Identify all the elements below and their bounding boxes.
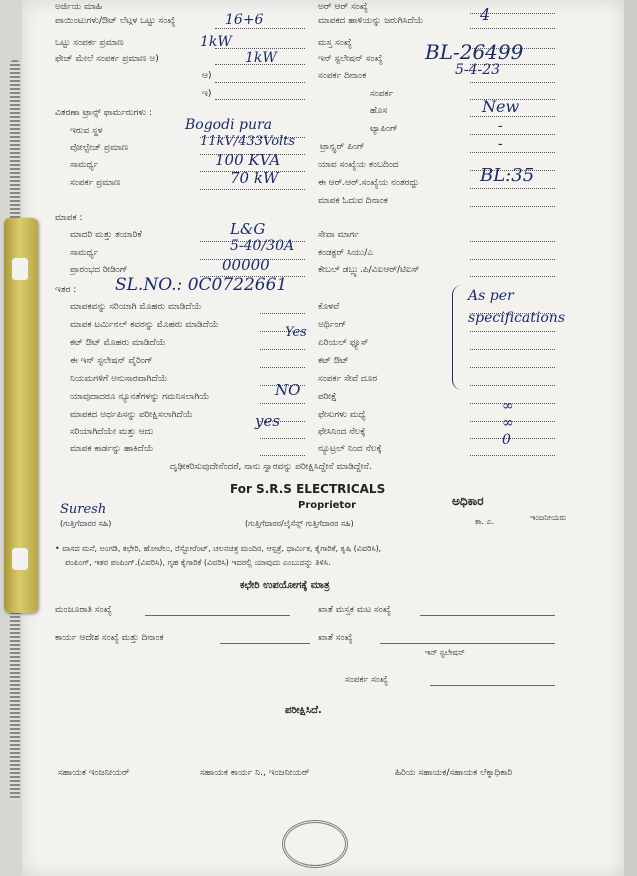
clip-hole xyxy=(12,258,28,280)
hw-remark: As per specifications xyxy=(468,288,566,326)
label-meter-sheet: ಮಾಪಕದ ಹಾಳಿಯನ್ನು ಜರುಗಿಸಿದೆಯೆ xyxy=(318,16,424,26)
file-clip xyxy=(4,218,38,613)
label-service-line: ಸೇವಾ ಮಾರ್ಗ xyxy=(318,230,359,240)
check-label: ಕಟ್ ಔಟ್ ಮೊಹರು ಮಾಡಿದೆಯೆ xyxy=(70,338,166,348)
fill-line xyxy=(470,276,555,277)
label-voltage: ವೋಲ್ಟೇಜ್ ಪ್ರಮಾಣ xyxy=(70,143,129,153)
label-connection: ಸಂಪರ್ಕ xyxy=(370,89,394,99)
label-other: ಇತರ : xyxy=(55,285,77,295)
label-work-order: ಕಾರ್ಯ ಆದೇಶ ಸಂಖ್ಯೆ ಮತ್ತು ದಿನಾಂಕ xyxy=(55,633,164,643)
check-label: ಮಾಪಕದ ಅರ್ಥಪಿಸನ್ನು ಪರೀಕ್ಷಿಸಲಾಗಿದೆಯೆ xyxy=(70,410,193,420)
fill-line xyxy=(470,28,555,29)
examined-label: ಪರೀಕ್ಷಿಸಿದೆ. xyxy=(285,705,322,716)
fill-line xyxy=(470,385,555,386)
page-edge-right xyxy=(624,0,637,876)
hw-yes-1: Yes xyxy=(285,325,307,340)
fill-line xyxy=(260,438,305,439)
hw-no: NO xyxy=(275,381,301,399)
hw-yes-2: yes xyxy=(255,412,281,430)
label-initial-reading: ಪ್ರಾರಂಭದ ರೀಡಿಂಗ್ xyxy=(70,265,128,275)
check-right-label: ಅರ್ಥಿಂಗ್ xyxy=(318,320,347,330)
fill-line xyxy=(215,99,305,100)
fill-line xyxy=(380,643,555,644)
label-phase-b: ಆ) xyxy=(202,71,212,81)
fill-line xyxy=(260,455,305,456)
label-meter-capacity: ಸಾಮರ್ಥ್ಯ xyxy=(70,248,99,258)
hw-transfer: - xyxy=(498,136,503,152)
label-ledger-page: ಖಾತೆ ಮಸ್ತಕ ಮಟ ಸಂಖ್ಯೆ xyxy=(318,605,391,615)
check-label: ಯಾವುದಾದರೂ ನ್ಯೂನತೆಗಳನ್ನು ಗಮನಿಸಲಾಗಿಯೆ xyxy=(70,392,210,402)
footer-assistant-exec-engineer: ಸಹಾಯಕ ಕಾರ್ಯ ನಿ., ಇಂಜನೀಯರ್ xyxy=(200,768,310,778)
premises-note: • ವಾಸದ ಮನೆ, ಅಂಗಡಿ, ಕಛೇರಿ, ಹೋಟೆಲು, ರೆಸ್ಟೋರೆಂಟ್, ಚಲನಚಿತ್ರ ಮಂದಿರ, ಆಸ್ಪತ್ರೆ, ಧಾರ್ಮಿಕ, ಕೈಗಾರಿಕೆ, ಕೃಷಿ (ವಿವರಿಸಿ), xyxy=(55,544,382,553)
officer-signature-label: ಅಧಿಕಾರ xyxy=(452,494,484,508)
check-right-label: ಸಂಪರ್ಕ ಸೇವೆ ದೂರ xyxy=(318,374,378,384)
office-use-heading: ಕಛೇರಿ ಉಪಯೋಗಕ್ಕೆ ಮಾತ್ರ xyxy=(240,580,330,591)
stamp-company: For S.R.S ELECTRICALS xyxy=(230,482,386,496)
fill-line xyxy=(470,367,555,368)
label-phase-a: ಫೇಜ್ ಮೇಲೆ ಸಂಪರ್ಕ ಪ್ರಮಾಣ ಅ) xyxy=(55,54,159,64)
officer-signature-sub2: ಕಾ. ಎ. xyxy=(475,517,495,526)
check-right-label: ಏರಿಯಲ್ ಫ್ಯೂಸ್ xyxy=(318,338,369,348)
fill-line xyxy=(200,189,305,190)
check-label: ಮಾಪಕ ಕಾರ್ಡನ್ನು ಹಾಕಿದೆಯೆ xyxy=(70,444,154,454)
officer-signature-sub: ಇಂಜನೀಯರು xyxy=(530,513,567,522)
label-reading-date: ಮಾಪಕ ಓದುವ ದಿನಾಂಕ xyxy=(318,196,388,206)
hw-bracket xyxy=(452,285,465,390)
hw-neutral-earth: 0 xyxy=(502,432,511,448)
label-make: ಮಾದರಿ ಮತ್ತು ತಯಾರಿಕೆ xyxy=(70,230,142,240)
label-load: ಸಂಪರ್ಕ ಪ್ರಮಾಣ xyxy=(70,178,121,188)
fill-line xyxy=(470,455,555,456)
fill-line xyxy=(420,615,555,616)
label-tapping: ಟ್ಯಾಪಿಂಗ್ xyxy=(370,124,398,134)
hw-make: L&G xyxy=(230,220,266,238)
hw-conn-date: 5-4-23 xyxy=(455,62,501,78)
clip-hole xyxy=(12,548,28,570)
fill-line xyxy=(430,685,555,686)
check-label: ಸರಿಯಾಗಿದೆಯೇ ಮತ್ತು ಆದು xyxy=(70,427,154,437)
label-after-rr: ಈ ಆರ್.ಆರ್.ಸಂಖ್ಯೆಯ ನಂತರದ್ದು xyxy=(318,178,420,188)
label-installation-no: ಇನ್ ಸ್ಟಲೇಷನ್ ಸಂಖ್ಯೆ xyxy=(318,54,383,64)
fill-line xyxy=(220,643,310,644)
label-new: ಹೊಸ xyxy=(370,106,388,116)
check-label: ಮಾಪಕವನ್ನು ಸರಿಯಾಗಿ ಮೊಹರು ಮಾಡಿದೆಯೆ xyxy=(70,302,202,312)
owner-signature-label: (ಗುತ್ತಿಗೆದಾರರ ಸಹಿ) xyxy=(60,519,112,528)
fill-line xyxy=(470,188,555,189)
label-pole-no: ಯಾವ ಸಂಖ್ಯೆಯ ಕಂಬದಿಂದ xyxy=(318,160,399,170)
hw-phase-a: 1kW xyxy=(245,50,277,66)
fill-line xyxy=(470,259,555,260)
label-points: ಪಾಯಿಂಟುಗಳು/ಔಟ್ ಲೆಟ್ಗಳ ಒಟ್ಟು ಸಂಖ್ಯೆ xyxy=(55,16,176,26)
fill-line xyxy=(215,28,305,29)
hw-capacity: 100 KVA xyxy=(215,151,281,169)
fill-line xyxy=(145,615,290,616)
hw-voltage: 11kV/433Volts xyxy=(200,134,296,149)
hw-owner-sign: Suresh xyxy=(60,502,107,517)
fill-line xyxy=(470,152,555,153)
hw-installation: BL-26499 xyxy=(425,40,524,64)
label-total-load: ಒಟ್ಟು ಸಂಪರ್ಕ ಪ್ರಮಾಣ xyxy=(55,38,124,48)
office-seal xyxy=(282,820,348,868)
label-account-no: ಖಾತೆ ಸಂಖ್ಯೆ xyxy=(318,633,353,643)
hw-rr-no: 4 xyxy=(480,5,491,24)
fill-line xyxy=(470,116,555,117)
fill-line xyxy=(260,313,305,314)
label-cable: ಕೇಬಲ್ ಡಬ್ಲ್ಯು.ಪಿ/ವಿಐಆರ್/ಟಿಐಸ್ xyxy=(318,265,420,275)
hw-load: 70 kW xyxy=(230,169,279,187)
fill-line xyxy=(260,349,305,350)
check-right-label: ನ್ಯೂಟ್ರಲ್ ನಿಂದ ನೆಲಕ್ಕೆ xyxy=(318,444,382,454)
check-right-label: ಕೊಳವೆ xyxy=(318,302,340,312)
footer-accounts-officer: ಹಿರಿಯ ಸಹಾಯಕ/ಸಹಾಯಕ ಲೆಕ್ಕಾಧಿಕಾರಿ xyxy=(395,768,513,778)
check-label: ನಿಯಮಗಳಿಗೆ ಅನುಸಾರವಾಗಿದೆಯೆ xyxy=(70,374,168,384)
label-connection-no: ಸಂಪರ್ಕ ಸಂಖ್ಯೆ xyxy=(345,675,389,685)
certification-text: ದೃಢೀಕರಿಸುವುದೇನೆಂದರೆ, ನಾನು ಸ್ವಾರವನ್ನು ಪರೀಕ್ಷಿಸಿದ್ದೇನೆ ಮಾಡಿದ್ದೇನೆ. xyxy=(170,462,372,472)
hw-initial-reading: 00000 xyxy=(222,256,270,274)
hw-tapping: - xyxy=(498,118,503,134)
hw-phase-phase: ∞ xyxy=(502,398,514,414)
label-capacity: ಸಾಮರ್ಥ್ಯ xyxy=(70,160,99,170)
label-sanction-no: ಮಂಜೂರಾತಿ ಸಂಖ್ಯೆ xyxy=(55,605,112,615)
premises-note-2: ಪಂಪಿಂಗ್, ಇತರ ಪಂಪಿಂಗ್.(ವಿವರಿಸಿ), ಗೃಹ ಕೈಗಾರಿಕೆ (ವಿವರಿಸಿ) ಇದರಲ್ಲಿ ಯಾವುದು ಎಂಬುದನ್ನು ತಿಳಿಸಿ. xyxy=(65,558,331,567)
fill-line xyxy=(470,241,555,242)
label-installation: ಇನ್ ಸ್ಟಲೇಷನ್ xyxy=(425,648,465,657)
label-phase-c: ಇ) xyxy=(202,89,212,99)
check-label: ಮಾಪಕ ಟರ್ಮಿನಲ್ ಕವರನ್ನು ಮೊಹರು ಮಾಡಿದೆಯೆ xyxy=(70,320,219,330)
label-meter: ಮಾಪಕ : xyxy=(55,213,83,223)
stamp-role: Proprietor xyxy=(298,500,357,511)
check-right-label: ಪರೀಕ್ಷೆ xyxy=(318,392,337,402)
label-distribution: ವಿತರಣಾ ಟ್ರಾನ್ಸ್ ಫಾರ್ಮರುಗಳು : xyxy=(55,108,152,118)
hw-meter-cap: 5-40/30A xyxy=(230,238,295,254)
fill-line xyxy=(470,438,555,439)
contractor-signature-label: (ಗುತ್ತಿಗೆದಾರರ/ಲೈಸೆನ್ಸ್ ಗುತ್ತಿಗೆದಾರರ ಸಹಿ) xyxy=(245,519,354,528)
fill-line xyxy=(470,349,555,350)
label-connection-date: ಸಂಪರ್ಕ ದಿನಾಂಕ xyxy=(318,71,367,81)
fill-line xyxy=(470,134,555,135)
hw-after-rr: BL:35 xyxy=(480,165,535,186)
fill-line xyxy=(470,82,555,83)
hw-location: Bogodi pura xyxy=(185,117,273,133)
check-right-label: ಫೇಸಿನಿಂದ ನೆಲಕ್ಕೆ xyxy=(318,427,366,437)
fill-line xyxy=(470,331,555,332)
footer-assistant-engineer: ಸಹಾಯಕ ಇಂಜನೀಯರ್ xyxy=(58,768,130,778)
fill-line xyxy=(215,82,305,83)
label-conductor: ಕಂಡಕ್ಟರ್ ಸಿಯು/ಎ xyxy=(318,248,374,258)
hw-phase-earth: ∞ xyxy=(502,415,514,431)
fill-line xyxy=(260,367,305,368)
top-left-label: ಅರ್ಜಿಯ ಮಾಹಿ xyxy=(55,2,103,12)
label-transfer: ಟ್ರಾನ್ಸ್ಫರ್ ಪಿಂಗ್ xyxy=(320,142,365,152)
hw-serial-no: SL.NO.: 0C0722661 xyxy=(115,275,288,295)
hw-new: New xyxy=(482,97,520,116)
fill-line xyxy=(260,403,305,404)
label-location: ಇರುವ ಸ್ಥಳ xyxy=(70,126,103,136)
check-label: ಈ ಇನ್ ಸ್ಟಲೇಷನ್ ವೈರಿಂಗ್ xyxy=(70,356,153,366)
check-right-label: ಕಟ್ ಔಟ್ xyxy=(318,356,349,366)
label-rr-no: ಅರ್ ಆರ್ ಸಂಖ್ಯೆ xyxy=(318,2,368,12)
hw-total-load: 1kW xyxy=(200,34,232,50)
check-right-label: ಫೇಸುಗಳು ಮಧ್ಯೆ xyxy=(318,410,366,420)
hw-points: 16+6 xyxy=(225,12,264,28)
label-book-no: ಮಸ್ತ ಸಂಖ್ಯೆ xyxy=(318,38,352,48)
fill-line xyxy=(470,206,555,207)
